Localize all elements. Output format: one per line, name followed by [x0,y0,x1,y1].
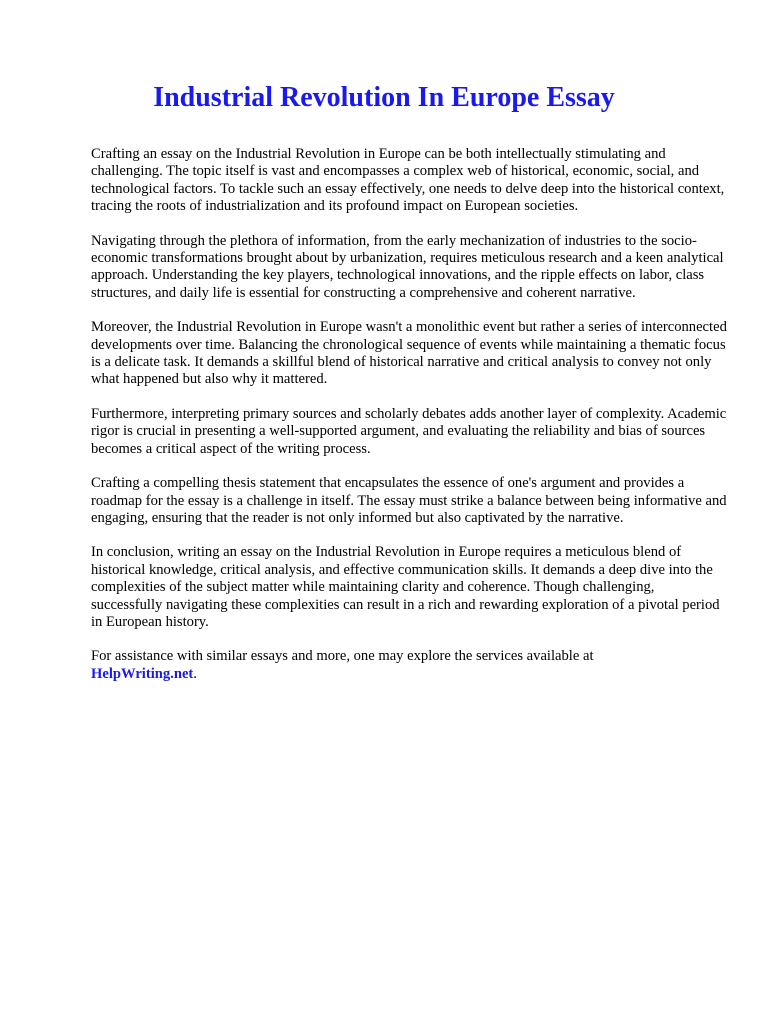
page-title: Industrial Revolution In Europe Essay [153,82,615,113]
essay-body [91,146,727,700]
helpwriting-link[interactable]: HelpWriting.net [91,665,194,682]
paragraph-navigating: Navigating through the plethora of information, from the early mechanization of industries to the socio-economic transformations brought about by urbanization, requires meticulous research and a keen analytical approach. Understanding the key players, technological innovations, and the ripple effects on labor, class structures, and daily life is essential for constructing a comprehensive and coherent narrative. [91,232,724,301]
paragraph-moreover: Moreover, the Industrial Revolution in Europe wasn't a monolithic event but rather a series of interconnected developments over time. Balancing the chronological sequence of events while maintaining a thematic focus is a delicate task. It demands a skillful blend of historical narrative and critical analysis to convey not only what happened but also why it mattered. [91,319,727,388]
paragraph-intro: Crafting an essay on the Industrial Revolution in Europe can be both intellectually stimulating and challenging. The topic itself is vast and encompasses a complex web of historical, economic, social, and technological factors. To tackle such an essay effectively, one needs to delve deep into the historical context, tracing the roots of industrialization and its profound impact on European societies. [91,146,725,215]
paragraph-closing [91,648,727,683]
paragraph-thesis: Crafting a compelling thesis statement that encapsulates the essence of one's argument and provides a roadmap for the essay is a challenge in itself. The essay must strike a balance between being informative and engaging, ensuring that the reader is not only informed but also captivated by the narrative. [91,475,727,526]
closing-text: For assistance with similar essays and more, one may explore the services available at [91,648,594,665]
paragraph-furthermore: Furthermore, interpreting primary sources and scholarly debates adds another layer of complexity. Academic rigor is crucial in presenting a well-supported argument, and evaluating the reliability and bias of sources becomes a critical aspect of the writing process. [91,405,727,457]
closing-period: . [193,665,197,682]
paragraph-conclusion: In conclusion, writing an essay on the Industrial Revolution in Europe requires a meticulous blend of historical knowledge, critical analysis, and effective communication skills. It demands a deep dive into the complexities of the subject matter while maintaining clarity and coherence. Though challenging, successfully navigating these complexities can result in a rich and rewarding exploration of a pivotal period in European history. [91,544,720,630]
